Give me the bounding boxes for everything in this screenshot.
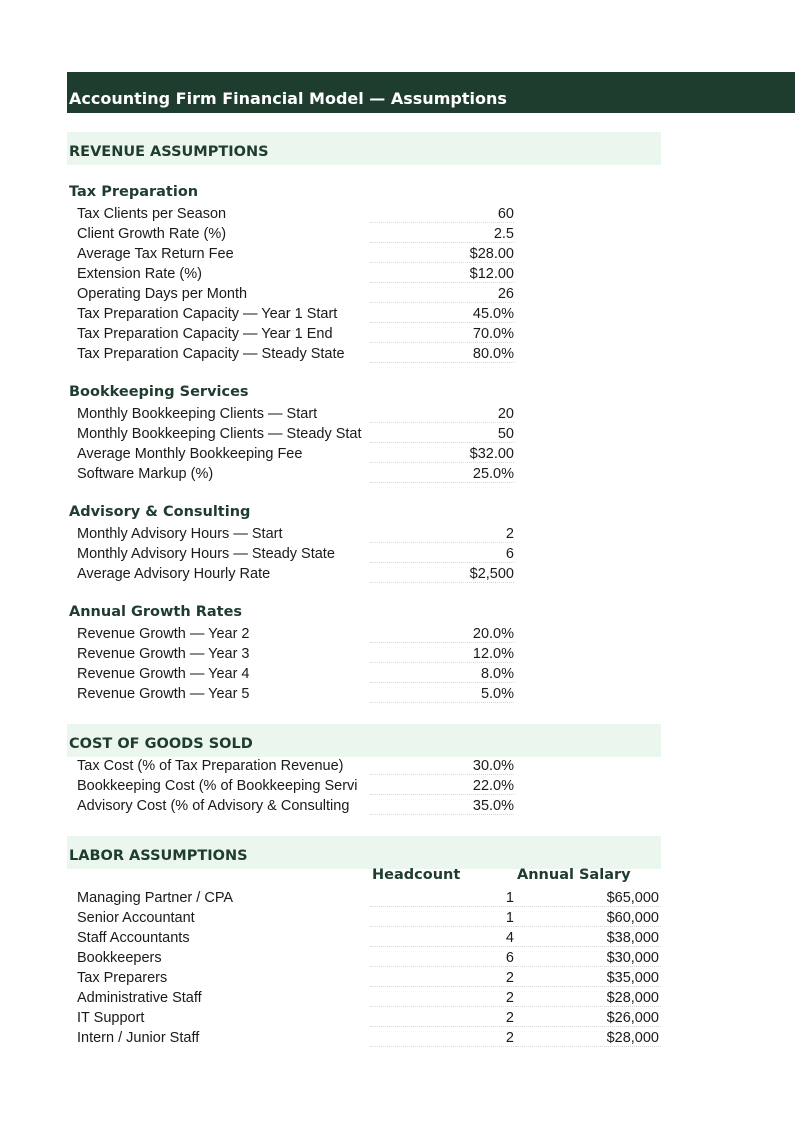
row-value[interactable]: 5.0% — [370, 684, 514, 703]
assumption-row — [67, 244, 517, 264]
assumption-row — [67, 324, 517, 344]
assumption-row — [67, 424, 517, 444]
headcount-value[interactable]: 2 — [370, 988, 516, 1007]
assumption-row — [67, 404, 517, 424]
column-header-annual-salary: Annual Salary — [517, 867, 631, 883]
row-label: Average Tax Return Fee — [77, 246, 234, 262]
assumption-row — [67, 796, 517, 816]
labor-row — [67, 968, 663, 988]
assumption-row — [67, 664, 517, 684]
row-value[interactable]: 45.0% — [370, 304, 514, 323]
role-label: IT Support — [77, 1010, 145, 1026]
row-value[interactable]: 12.0% — [370, 644, 514, 663]
row-label: Revenue Growth — Year 2 — [77, 626, 250, 642]
role-label: Staff Accountants — [77, 930, 190, 946]
assumption-row — [67, 264, 517, 284]
assumption-row — [67, 624, 517, 644]
assumption-row — [67, 544, 517, 564]
row-label: Tax Clients per Season — [77, 206, 227, 222]
subheading-advisory: Advisory & Consulting — [69, 504, 251, 520]
section-header-labor — [67, 836, 661, 869]
headcount-value[interactable]: 2 — [370, 1008, 516, 1027]
row-label: Client Growth Rate (%) — [77, 226, 227, 242]
row-value[interactable]: 70.0% — [370, 324, 514, 343]
assumption-row — [67, 344, 517, 364]
row-value[interactable]: 20.0% — [370, 624, 514, 643]
subheading-tax-preparation: Tax Preparation — [69, 184, 199, 200]
row-value[interactable]: 6 — [370, 544, 514, 563]
role-label: Administrative Staff — [77, 990, 202, 1006]
section-header-cogs — [67, 724, 661, 757]
row-label: Extension Rate (%) — [77, 266, 202, 282]
row-label: Monthly Advisory Hours — Steady State — [77, 546, 335, 562]
section-title-revenue: REVENUE ASSUMPTIONS — [69, 144, 269, 160]
role-label: Managing Partner / CPA — [77, 890, 234, 906]
salary-value[interactable]: $28,000 — [516, 1028, 661, 1047]
row-value[interactable]: 80.0% — [370, 344, 514, 363]
row-label: Monthly Advisory Hours — Start — [77, 526, 283, 542]
assumption-row — [67, 756, 517, 776]
headcount-value[interactable]: 1 — [370, 888, 516, 907]
subheading-growth-rates: Annual Growth Rates — [69, 604, 243, 620]
row-value[interactable]: 2.5 — [370, 224, 514, 243]
salary-value[interactable]: $65,000 — [516, 888, 661, 907]
headcount-value[interactable]: 1 — [370, 908, 516, 927]
row-value[interactable]: 35.0% — [370, 796, 514, 815]
labor-row — [67, 928, 663, 948]
row-value[interactable]: $2,500 — [370, 564, 514, 583]
labor-row — [67, 1028, 663, 1048]
headcount-value[interactable]: 6 — [370, 948, 516, 967]
assumption-row — [67, 464, 517, 484]
role-label: Senior Accountant — [77, 910, 195, 926]
assumption-row — [67, 304, 517, 324]
labor-row — [67, 888, 663, 908]
salary-value[interactable]: $28,000 — [516, 988, 661, 1007]
labor-row — [67, 988, 663, 1008]
row-label: Monthly Bookkeeping Clients — Start — [77, 406, 318, 422]
row-value[interactable]: $12.00 — [370, 264, 514, 283]
row-value[interactable]: 50 — [370, 424, 514, 443]
assumption-row — [67, 524, 517, 544]
row-label: Operating Days per Month — [77, 286, 248, 302]
headcount-value[interactable]: 2 — [370, 1028, 516, 1047]
role-label: Tax Preparers — [77, 970, 168, 986]
row-label: Revenue Growth — Year 4 — [77, 666, 250, 682]
assumption-row — [67, 776, 517, 796]
salary-value[interactable]: $26,000 — [516, 1008, 661, 1027]
assumption-row — [67, 204, 517, 224]
assumption-row — [67, 644, 517, 664]
column-header-headcount: Headcount — [372, 867, 461, 883]
page-title: Accounting Firm Financial Model — Assumptions — [69, 89, 507, 108]
labor-row — [67, 948, 663, 968]
assumption-row — [67, 284, 517, 304]
row-label: Average Monthly Bookkeeping Fee — [77, 446, 303, 462]
row-label: Revenue Growth — Year 3 — [77, 646, 250, 662]
assumption-row — [67, 684, 517, 704]
assumption-row — [67, 564, 517, 584]
row-label: Average Advisory Hourly Rate — [77, 566, 271, 582]
row-value[interactable]: 26 — [370, 284, 514, 303]
row-value[interactable]: 8.0% — [370, 664, 514, 683]
row-value[interactable]: $28.00 — [370, 244, 514, 263]
assumption-row — [67, 444, 517, 464]
row-value[interactable]: $32.00 — [370, 444, 514, 463]
salary-value[interactable]: $35,000 — [516, 968, 661, 987]
labor-row — [67, 1008, 663, 1028]
section-title-cogs: COST OF GOODS SOLD — [69, 736, 253, 752]
row-value[interactable]: 60 — [370, 204, 514, 223]
headcount-value[interactable]: 2 — [370, 968, 516, 987]
section-header-revenue — [67, 132, 661, 165]
headcount-value[interactable]: 4 — [370, 928, 516, 947]
row-label: Tax Preparation Capacity — Year 1 End — [77, 326, 333, 342]
role-label: Intern / Junior Staff — [77, 1030, 200, 1046]
row-label: Advisory Cost (% of Advisory & Consulting — [77, 798, 350, 814]
salary-value[interactable]: $30,000 — [516, 948, 661, 967]
row-value[interactable]: 22.0% — [370, 776, 514, 795]
labor-row — [67, 908, 663, 928]
section-title-labor: LABOR ASSUMPTIONS — [69, 848, 248, 864]
row-value[interactable]: 30.0% — [370, 756, 514, 775]
row-label: Bookkeeping Cost (% of Bookkeeping Servi — [77, 778, 358, 794]
row-label: Revenue Growth — Year 5 — [77, 686, 250, 702]
row-value[interactable]: 2 — [370, 524, 514, 543]
row-label: Tax Preparation Capacity — Year 1 Start — [77, 306, 338, 322]
row-label: Tax Cost (% of Tax Preparation Revenue) — [77, 758, 344, 774]
row-label: Monthly Bookkeeping Clients — Steady Stat — [77, 426, 362, 442]
row-value[interactable]: 20 — [370, 404, 514, 423]
role-label: Bookkeepers — [77, 950, 162, 966]
assumption-row — [67, 224, 517, 244]
row-label: Tax Preparation Capacity — Steady State — [77, 346, 345, 362]
title-bar — [67, 72, 795, 113]
row-value[interactable]: 25.0% — [370, 464, 514, 483]
subheading-bookkeeping: Bookkeeping Services — [69, 384, 249, 400]
salary-value[interactable]: $38,000 — [516, 928, 661, 947]
salary-value[interactable]: $60,000 — [516, 908, 661, 927]
row-label: Software Markup (%) — [77, 466, 214, 482]
